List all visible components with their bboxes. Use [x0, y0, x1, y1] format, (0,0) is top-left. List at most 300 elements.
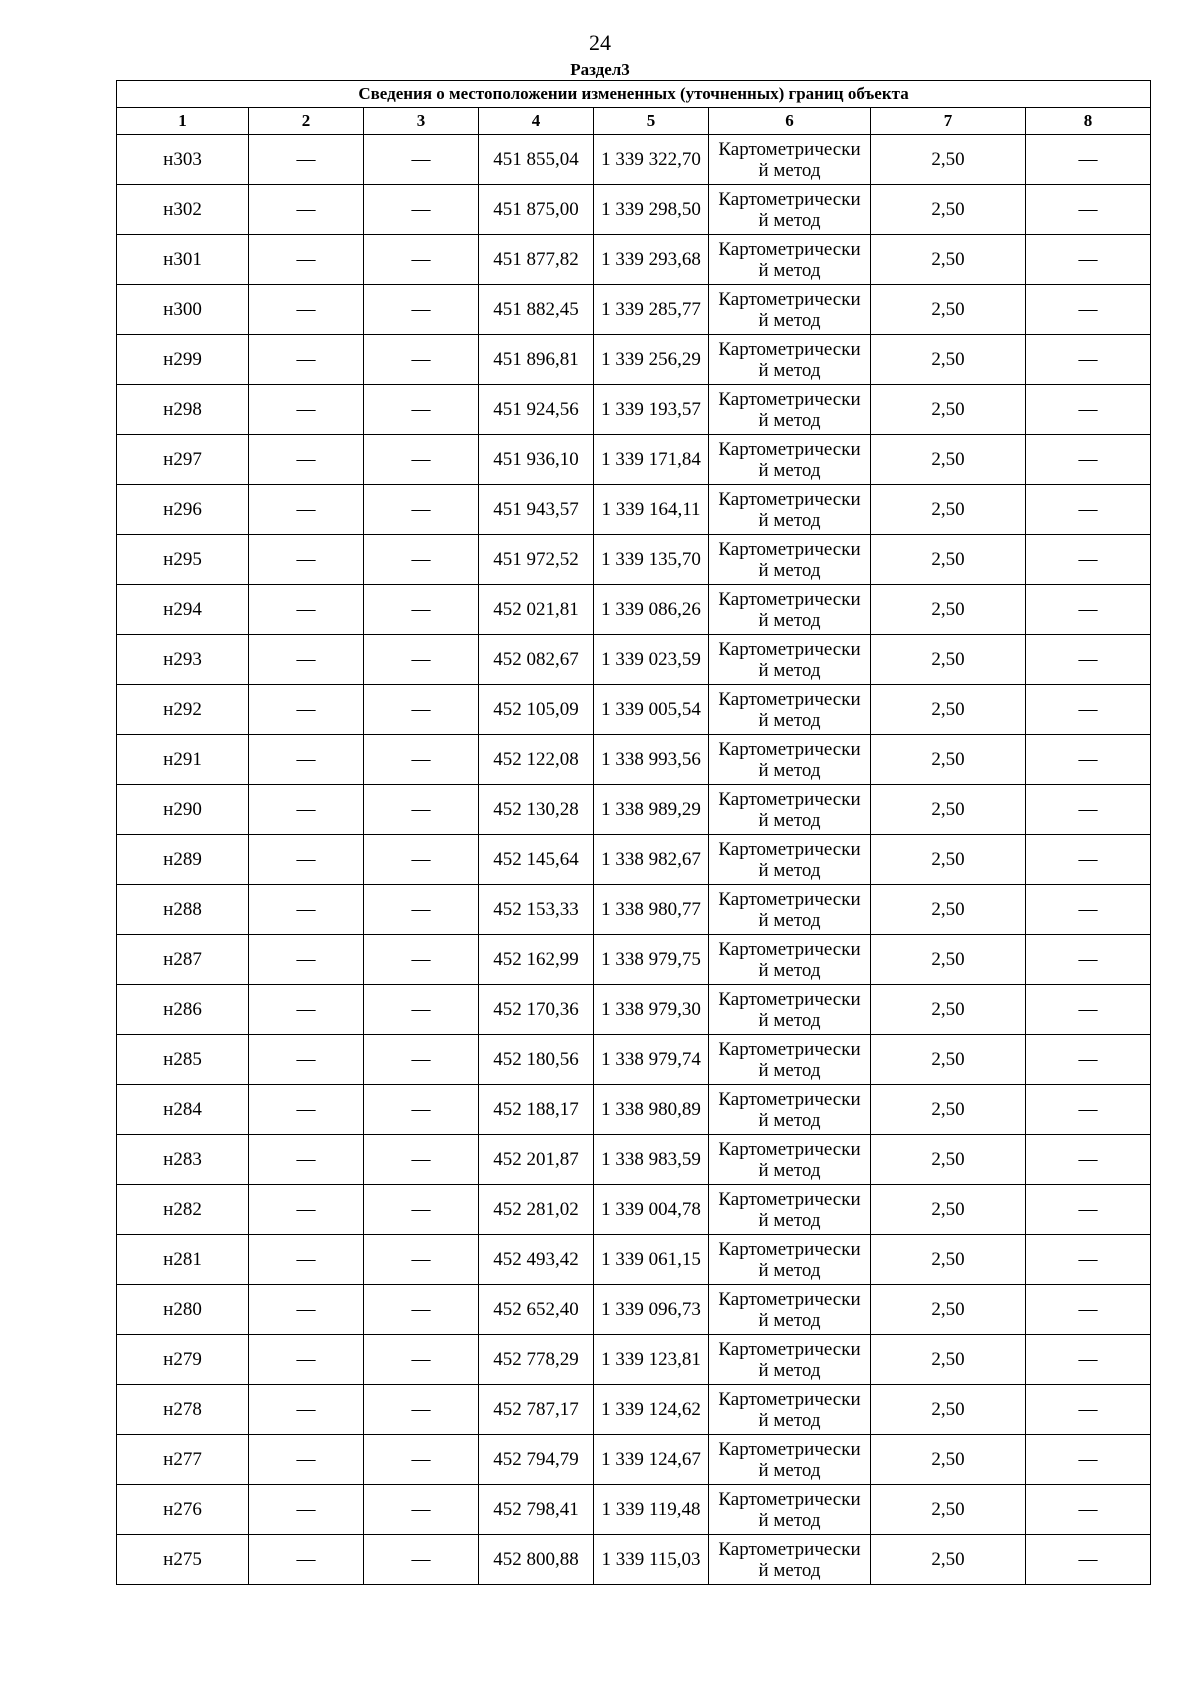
y-coordinate-cell: 1 339 124,62	[594, 1385, 709, 1435]
y-coordinate-cell: 1 339 256,29	[594, 335, 709, 385]
method-cell	[709, 1035, 871, 1085]
method-cell	[709, 1135, 871, 1185]
method-text-line1: Картометрически	[718, 338, 861, 360]
precision-cell: 2,50	[871, 185, 1026, 235]
table-row	[117, 1535, 1151, 1585]
method-cell	[709, 785, 871, 835]
dash-cell: —	[364, 1285, 479, 1335]
dash-cell: —	[249, 835, 364, 885]
dash-cell: —	[364, 285, 479, 335]
method-text-line2: й метод	[758, 1459, 821, 1481]
method-text-line2: й метод	[758, 609, 821, 631]
precision-cell: 2,50	[871, 135, 1026, 185]
precision-cell: 2,50	[871, 885, 1026, 935]
x-coordinate-cell: 452 153,33	[479, 885, 594, 935]
dash-cell: —	[1026, 1035, 1151, 1085]
x-coordinate-cell: 451 896,81	[479, 335, 594, 385]
precision-cell: 2,50	[871, 1235, 1026, 1285]
precision-cell: 2,50	[871, 1385, 1026, 1435]
table-row	[117, 635, 1151, 685]
method-text-line2: й метод	[758, 1359, 821, 1381]
table-row	[117, 1235, 1151, 1285]
y-coordinate-cell: 1 339 115,03	[594, 1535, 709, 1585]
method-text-line2: й метод	[758, 859, 821, 881]
method-text-line2: й метод	[758, 909, 821, 931]
point-name-cell: н281	[117, 1235, 249, 1285]
x-coordinate-cell: 452 800,88	[479, 1535, 594, 1585]
method-cell	[709, 235, 871, 285]
x-coordinate-cell: 451 877,82	[479, 235, 594, 285]
dash-cell: —	[1026, 1435, 1151, 1485]
dash-cell: —	[249, 185, 364, 235]
method-text-line1: Картометрически	[718, 538, 861, 560]
column-number-1: 1	[117, 108, 249, 135]
method-text-line2: й метод	[758, 809, 821, 831]
method-cell	[709, 535, 871, 585]
x-coordinate-cell: 452 188,17	[479, 1085, 594, 1135]
method-text-line1: Картометрически	[718, 938, 861, 960]
x-coordinate-cell: 451 875,00	[479, 185, 594, 235]
dash-cell: —	[1026, 935, 1151, 985]
point-name-cell: н275	[117, 1535, 249, 1585]
dash-cell: —	[1026, 485, 1151, 535]
dash-cell: —	[249, 1485, 364, 1535]
dash-cell: —	[249, 285, 364, 335]
column-number-7: 7	[871, 108, 1026, 135]
dash-cell: —	[1026, 685, 1151, 735]
point-name-cell: н297	[117, 435, 249, 485]
dash-cell: —	[364, 635, 479, 685]
method-text-line2: й метод	[758, 1109, 821, 1131]
method-text-line1: Картометрически	[718, 388, 861, 410]
point-name-cell: н289	[117, 835, 249, 885]
dash-cell: —	[364, 1335, 479, 1385]
dash-cell: —	[1026, 335, 1151, 385]
dash-cell: —	[364, 335, 479, 385]
x-coordinate-cell: 451 943,57	[479, 485, 594, 535]
point-name-cell: н301	[117, 235, 249, 285]
method-cell	[709, 1235, 871, 1285]
dash-cell: —	[1026, 785, 1151, 835]
precision-cell: 2,50	[871, 1435, 1026, 1485]
method-text-line1: Картометрически	[718, 588, 861, 610]
dash-cell: —	[1026, 985, 1151, 1035]
x-coordinate-cell: 452 145,64	[479, 835, 594, 885]
dash-cell: —	[1026, 835, 1151, 885]
table-row	[117, 835, 1151, 885]
table-row	[117, 1285, 1151, 1335]
x-coordinate-cell: 451 972,52	[479, 535, 594, 585]
table-row	[117, 185, 1151, 235]
dash-cell: —	[249, 1085, 364, 1135]
precision-cell: 2,50	[871, 485, 1026, 535]
x-coordinate-cell: 451 936,10	[479, 435, 594, 485]
y-coordinate-cell: 1 339 164,11	[594, 485, 709, 535]
point-name-cell: н283	[117, 1135, 249, 1185]
dash-cell: —	[364, 735, 479, 785]
point-name-cell: н300	[117, 285, 249, 335]
dash-cell: —	[249, 235, 364, 285]
dash-cell: —	[249, 535, 364, 585]
method-text-line1: Картометрически	[718, 238, 861, 260]
y-coordinate-cell: 1 339 298,50	[594, 185, 709, 235]
dash-cell: —	[364, 1385, 479, 1435]
dash-cell: —	[364, 1435, 479, 1485]
method-text-line2: й метод	[758, 1209, 821, 1231]
precision-cell: 2,50	[871, 535, 1026, 585]
dash-cell: —	[1026, 435, 1151, 485]
table-row	[117, 335, 1151, 385]
point-name-cell: н296	[117, 485, 249, 535]
point-name-cell: н292	[117, 685, 249, 735]
point-name-cell: н294	[117, 585, 249, 635]
point-name-cell: н303	[117, 135, 249, 185]
precision-cell: 2,50	[871, 635, 1026, 685]
y-coordinate-cell: 1 338 979,74	[594, 1035, 709, 1085]
point-name-cell: н284	[117, 1085, 249, 1135]
table-row	[117, 735, 1151, 785]
dash-cell: —	[1026, 735, 1151, 785]
method-text-line1: Картометрически	[718, 988, 861, 1010]
dash-cell: —	[1026, 1285, 1151, 1335]
point-name-cell: н290	[117, 785, 249, 835]
dash-cell: —	[1026, 1235, 1151, 1285]
point-name-cell: н302	[117, 185, 249, 235]
y-coordinate-cell: 1 339 086,26	[594, 585, 709, 635]
method-text-line1: Картометрически	[718, 1338, 861, 1360]
point-name-cell: н285	[117, 1035, 249, 1085]
method-text-line2: й метод	[758, 1509, 821, 1531]
table-row	[117, 1085, 1151, 1135]
y-coordinate-cell: 1 339 135,70	[594, 535, 709, 585]
x-coordinate-cell: 452 787,17	[479, 1385, 594, 1435]
method-cell	[709, 185, 871, 235]
method-cell	[709, 835, 871, 885]
method-text-line1: Картометрически	[718, 1188, 861, 1210]
precision-cell: 2,50	[871, 1535, 1026, 1585]
y-coordinate-cell: 1 338 993,56	[594, 735, 709, 785]
dash-cell: —	[1026, 585, 1151, 635]
method-text-line2: й метод	[758, 309, 821, 331]
table-row	[117, 685, 1151, 735]
dash-cell: —	[364, 1035, 479, 1085]
column-number-8: 8	[1026, 108, 1151, 135]
dash-cell: —	[364, 1535, 479, 1585]
dash-cell: —	[1026, 1185, 1151, 1235]
dash-cell: —	[364, 1485, 479, 1535]
dash-cell: —	[1026, 1085, 1151, 1135]
method-text-line2: й метод	[758, 1009, 821, 1031]
method-text-line1: Картометрически	[718, 138, 861, 160]
x-coordinate-cell: 452 170,36	[479, 985, 594, 1035]
table-row	[117, 1135, 1151, 1185]
dash-cell: —	[1026, 235, 1151, 285]
dash-cell: —	[364, 485, 479, 535]
dash-cell: —	[249, 1385, 364, 1435]
method-text-line1: Картометрически	[718, 738, 861, 760]
method-text-line2: й метод	[758, 159, 821, 181]
x-coordinate-cell: 452 130,28	[479, 785, 594, 835]
x-coordinate-cell: 452 778,29	[479, 1335, 594, 1385]
method-cell	[709, 385, 871, 435]
y-coordinate-cell: 1 339 123,81	[594, 1335, 709, 1385]
x-coordinate-cell: 452 180,56	[479, 1035, 594, 1085]
method-cell	[709, 635, 871, 685]
dash-cell: —	[249, 1285, 364, 1335]
precision-cell: 2,50	[871, 335, 1026, 385]
point-name-cell: н287	[117, 935, 249, 985]
method-cell	[709, 1335, 871, 1385]
x-coordinate-cell: 452 493,42	[479, 1235, 594, 1285]
column-number-2: 2	[249, 108, 364, 135]
method-cell	[709, 435, 871, 485]
dash-cell: —	[364, 1235, 479, 1285]
method-text-line1: Картометрически	[718, 1438, 861, 1460]
method-cell	[709, 735, 871, 785]
y-coordinate-cell: 1 339 061,15	[594, 1235, 709, 1285]
method-cell	[709, 985, 871, 1035]
column-number-5: 5	[594, 108, 709, 135]
table-row	[117, 1385, 1151, 1435]
method-text-line2: й метод	[758, 509, 821, 531]
dash-cell: —	[249, 585, 364, 635]
method-cell	[709, 1285, 871, 1335]
dash-cell: —	[249, 635, 364, 685]
column-number-row	[117, 108, 1151, 135]
x-coordinate-cell: 452 021,81	[479, 585, 594, 635]
method-cell	[709, 135, 871, 185]
y-coordinate-cell: 1 338 979,75	[594, 935, 709, 985]
dash-cell: —	[249, 1235, 364, 1285]
method-text-line2: й метод	[758, 659, 821, 681]
method-text-line1: Картометрически	[718, 488, 861, 510]
y-coordinate-cell: 1 339 004,78	[594, 1185, 709, 1235]
x-coordinate-cell: 452 122,08	[479, 735, 594, 785]
y-coordinate-cell: 1 338 982,67	[594, 835, 709, 885]
dash-cell: —	[249, 785, 364, 835]
precision-cell: 2,50	[871, 1135, 1026, 1185]
dash-cell: —	[249, 1185, 364, 1235]
x-coordinate-cell: 452 201,87	[479, 1135, 594, 1185]
table-row	[117, 1335, 1151, 1385]
method-text-line2: й метод	[758, 759, 821, 781]
point-name-cell: н276	[117, 1485, 249, 1535]
dash-cell: —	[1026, 535, 1151, 585]
y-coordinate-cell: 1 339 005,54	[594, 685, 709, 735]
precision-cell: 2,50	[871, 585, 1026, 635]
dash-cell: —	[249, 485, 364, 535]
method-text-line2: й метод	[758, 359, 821, 381]
precision-cell: 2,50	[871, 1285, 1026, 1335]
method-cell	[709, 1535, 871, 1585]
precision-cell: 2,50	[871, 1085, 1026, 1135]
dash-cell: —	[364, 1085, 479, 1135]
method-cell	[709, 1435, 871, 1485]
dash-cell: —	[364, 385, 479, 435]
method-text-line1: Картометрически	[718, 888, 861, 910]
y-coordinate-cell: 1 339 023,59	[594, 635, 709, 685]
method-cell	[709, 285, 871, 335]
method-text-line1: Картометрически	[718, 1488, 861, 1510]
x-coordinate-cell: 452 798,41	[479, 1485, 594, 1535]
precision-cell: 2,50	[871, 935, 1026, 985]
dash-cell: —	[249, 1535, 364, 1585]
method-text-line1: Картометрически	[718, 1538, 861, 1560]
table-row	[117, 535, 1151, 585]
table-row	[117, 885, 1151, 935]
dash-cell: —	[1026, 1385, 1151, 1435]
dash-cell: —	[249, 985, 364, 1035]
precision-cell: 2,50	[871, 785, 1026, 835]
table-row	[117, 785, 1151, 835]
y-coordinate-cell: 1 339 096,73	[594, 1285, 709, 1335]
x-coordinate-cell: 452 281,02	[479, 1185, 594, 1235]
y-coordinate-cell: 1 338 983,59	[594, 1135, 709, 1185]
table-row	[117, 135, 1151, 185]
point-name-cell: н291	[117, 735, 249, 785]
x-coordinate-cell: 451 855,04	[479, 135, 594, 185]
precision-cell: 2,50	[871, 735, 1026, 785]
point-name-cell: н299	[117, 335, 249, 385]
dash-cell: —	[364, 535, 479, 585]
method-cell	[709, 935, 871, 985]
y-coordinate-cell: 1 339 124,67	[594, 1435, 709, 1485]
dash-cell: —	[1026, 135, 1151, 185]
y-coordinate-cell: 1 339 285,77	[594, 285, 709, 335]
point-name-cell: н280	[117, 1285, 249, 1335]
point-name-cell: н295	[117, 535, 249, 585]
method-text-line1: Картометрически	[718, 1388, 861, 1410]
dash-cell: —	[249, 435, 364, 485]
point-name-cell: н277	[117, 1435, 249, 1485]
dash-cell: —	[1026, 385, 1151, 435]
y-coordinate-cell: 1 338 980,77	[594, 885, 709, 935]
method-text-line1: Картометрически	[718, 1088, 861, 1110]
dash-cell: —	[249, 135, 364, 185]
table-row	[117, 1185, 1151, 1235]
y-coordinate-cell: 1 338 989,29	[594, 785, 709, 835]
method-text-line1: Картометрически	[718, 1288, 861, 1310]
precision-cell: 2,50	[871, 685, 1026, 735]
dash-cell: —	[364, 885, 479, 935]
dash-cell: —	[364, 785, 479, 835]
table-row	[117, 935, 1151, 985]
method-text-line1: Картометрически	[718, 1238, 861, 1260]
precision-cell: 2,50	[871, 385, 1026, 435]
dash-cell: —	[1026, 1135, 1151, 1185]
dash-cell: —	[249, 685, 364, 735]
method-text-line2: й метод	[758, 1059, 821, 1081]
y-coordinate-cell: 1 339 193,57	[594, 385, 709, 435]
method-text-line2: й метод	[758, 459, 821, 481]
x-coordinate-cell: 452 162,99	[479, 935, 594, 985]
table-row	[117, 585, 1151, 635]
dash-cell: —	[1026, 1485, 1151, 1535]
table-row	[117, 1435, 1151, 1485]
x-coordinate-cell: 451 924,56	[479, 385, 594, 435]
dash-cell: —	[249, 735, 364, 785]
dash-cell: —	[1026, 885, 1151, 935]
table-row	[117, 1485, 1151, 1535]
method-text-line1: Картометрически	[718, 638, 861, 660]
y-coordinate-cell: 1 339 322,70	[594, 135, 709, 185]
dash-cell: —	[364, 585, 479, 635]
y-coordinate-cell: 1 339 171,84	[594, 435, 709, 485]
column-number-6: 6	[709, 108, 871, 135]
dash-cell: —	[364, 185, 479, 235]
x-coordinate-cell: 452 105,09	[479, 685, 594, 735]
dash-cell: —	[364, 1185, 479, 1235]
method-text-line2: й метод	[758, 1559, 821, 1581]
method-text-line1: Картометрически	[718, 1138, 861, 1160]
y-coordinate-cell: 1 339 119,48	[594, 1485, 709, 1535]
dash-cell: —	[364, 835, 479, 885]
precision-cell: 2,50	[871, 1035, 1026, 1085]
dash-cell: —	[364, 985, 479, 1035]
method-cell	[709, 1085, 871, 1135]
dash-cell: —	[1026, 285, 1151, 335]
table-body	[117, 135, 1151, 1585]
section-title: Раздел3	[570, 60, 630, 79]
x-coordinate-cell: 452 082,67	[479, 635, 594, 685]
precision-cell: 2,50	[871, 235, 1026, 285]
precision-cell: 2,50	[871, 985, 1026, 1035]
precision-cell: 2,50	[871, 1485, 1026, 1535]
method-text-line2: й метод	[758, 1159, 821, 1181]
method-cell	[709, 1485, 871, 1535]
dash-cell: —	[249, 935, 364, 985]
point-name-cell: н288	[117, 885, 249, 935]
point-name-cell: н286	[117, 985, 249, 1035]
method-cell	[709, 885, 871, 935]
dash-cell: —	[1026, 1335, 1151, 1385]
table-caption: Сведения о местоположении измененных (уточненных) границ объекта	[117, 81, 1151, 108]
dash-cell: —	[364, 685, 479, 735]
method-text-line1: Картометрически	[718, 288, 861, 310]
boundary-coordinates-table	[116, 80, 1151, 1585]
dash-cell: —	[364, 135, 479, 185]
method-text-line2: й метод	[758, 209, 821, 231]
dash-cell: —	[249, 385, 364, 435]
x-coordinate-cell: 451 882,45	[479, 285, 594, 335]
column-number-3: 3	[364, 108, 479, 135]
method-text-line2: й метод	[758, 1409, 821, 1431]
method-text-line1: Картометрически	[718, 438, 861, 460]
dash-cell: —	[249, 1035, 364, 1085]
precision-cell: 2,50	[871, 835, 1026, 885]
column-number-4: 4	[479, 108, 594, 135]
method-cell	[709, 335, 871, 385]
y-coordinate-cell: 1 338 979,30	[594, 985, 709, 1035]
point-name-cell: н278	[117, 1385, 249, 1435]
dash-cell: —	[249, 1135, 364, 1185]
dash-cell: —	[249, 335, 364, 385]
point-name-cell: н279	[117, 1335, 249, 1385]
method-cell	[709, 1385, 871, 1435]
table-row	[117, 485, 1151, 535]
method-cell	[709, 585, 871, 635]
method-text-line1: Картометрически	[718, 1038, 861, 1060]
method-cell	[709, 485, 871, 535]
precision-cell: 2,50	[871, 1335, 1026, 1385]
precision-cell: 2,50	[871, 1185, 1026, 1235]
dash-cell: —	[364, 1135, 479, 1185]
point-name-cell: н298	[117, 385, 249, 435]
table-row	[117, 1035, 1151, 1085]
dash-cell: —	[364, 435, 479, 485]
dash-cell: —	[1026, 635, 1151, 685]
dash-cell: —	[364, 235, 479, 285]
